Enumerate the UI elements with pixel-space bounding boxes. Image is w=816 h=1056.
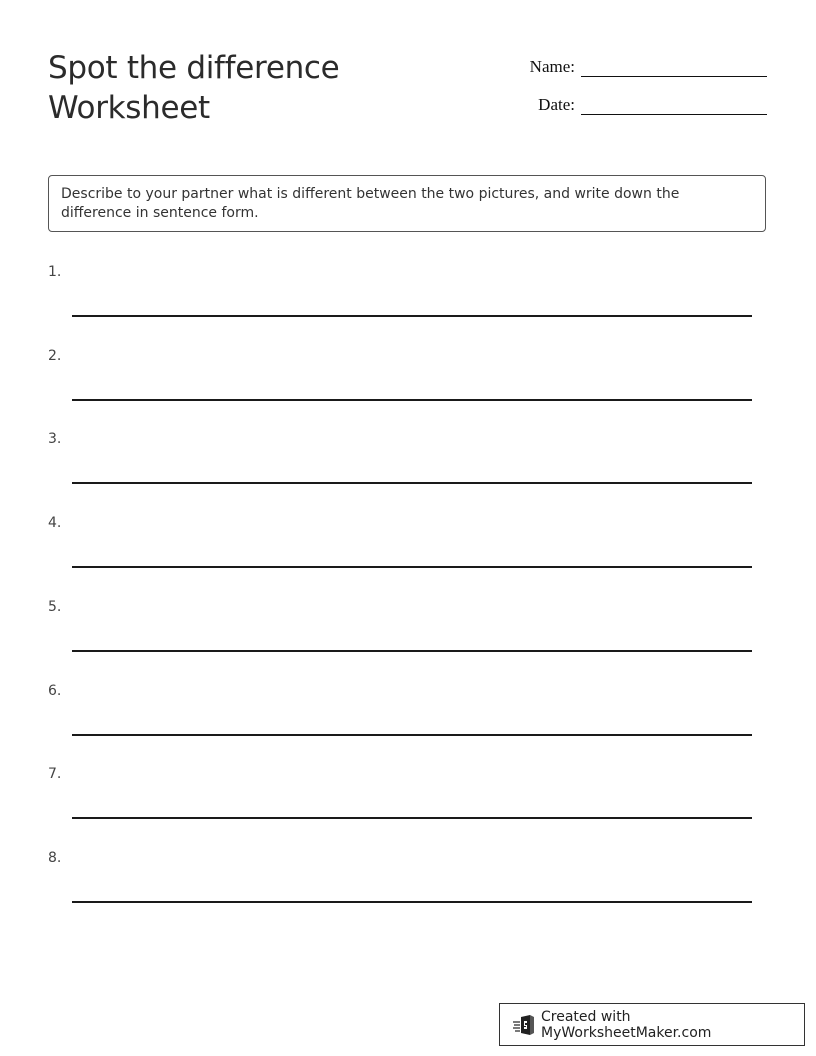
answer-line[interactable] bbox=[72, 650, 752, 652]
question-number: 1. bbox=[48, 264, 62, 280]
instructions-box bbox=[48, 175, 766, 232]
question-item bbox=[48, 264, 752, 324]
name-blank-line[interactable] bbox=[581, 52, 767, 77]
question-number: 6. bbox=[48, 683, 62, 699]
footer-badge[interactable] bbox=[499, 1003, 805, 1046]
page-title bbox=[48, 48, 428, 128]
answer-line[interactable] bbox=[72, 901, 752, 903]
answer-line[interactable] bbox=[72, 734, 752, 736]
question-number: 8. bbox=[48, 850, 62, 866]
question-number: 4. bbox=[48, 515, 62, 531]
question-number: 2. bbox=[48, 348, 62, 364]
name-field bbox=[530, 52, 767, 77]
instructions-text: Describe to your partner what is different between the two pictures, and write down the difference in sentence form. bbox=[61, 186, 680, 221]
date-field bbox=[538, 90, 767, 115]
question-item bbox=[48, 348, 752, 408]
answer-line[interactable] bbox=[72, 399, 752, 401]
title-line-1: Spot the difference bbox=[48, 50, 340, 86]
question-item bbox=[48, 599, 752, 659]
question-number: 5. bbox=[48, 599, 62, 615]
question-item bbox=[48, 515, 752, 575]
name-label: Name: bbox=[529, 57, 575, 76]
question-item bbox=[48, 683, 752, 743]
question-item bbox=[48, 766, 752, 826]
date-label: Date: bbox=[538, 95, 575, 114]
worksheet-maker-logo-icon bbox=[512, 1014, 536, 1036]
question-item bbox=[48, 431, 752, 491]
answer-line[interactable] bbox=[72, 315, 752, 317]
answer-line[interactable] bbox=[72, 566, 752, 568]
question-number: 3. bbox=[48, 431, 62, 447]
title-line-2: Worksheet bbox=[48, 90, 210, 126]
date-blank-line[interactable] bbox=[581, 90, 767, 115]
question-number: 7. bbox=[48, 766, 62, 782]
question-item bbox=[48, 850, 752, 910]
answer-line[interactable] bbox=[72, 482, 752, 484]
answer-line[interactable] bbox=[72, 817, 752, 819]
footer-label: Created with MyWorksheetMaker.com bbox=[541, 1008, 712, 1041]
